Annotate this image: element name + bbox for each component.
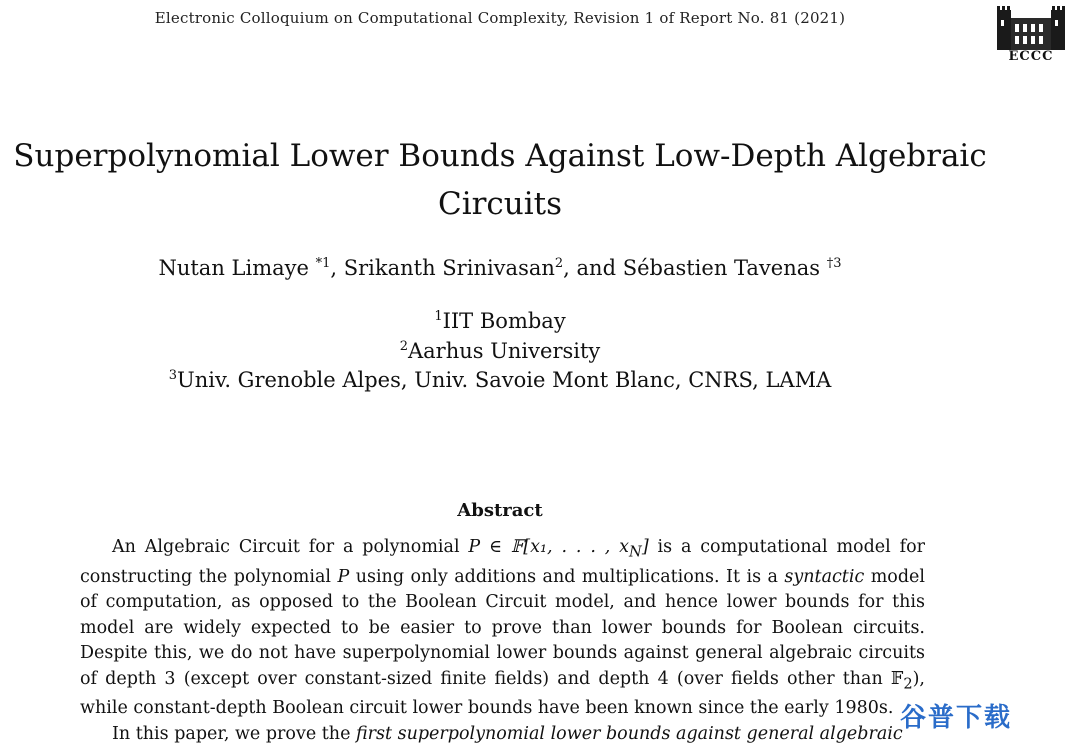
title-line-2: Circuits	[437, 186, 563, 222]
affiliation-number: 2	[399, 339, 408, 354]
author-name: Srikanth Srinivasan	[343, 256, 555, 280]
author-mark: 2	[554, 256, 564, 271]
math-expression: P ∈ 𝔽[x₁, . . . , $x_N$]	[468, 537, 649, 561]
journal-header: Electronic Colloquium on Computational Complexity, Revision 1 of Report No. 81 (2021)	[154, 9, 846, 27]
author-separator: , and	[563, 256, 623, 280]
text-run: using only additions and multiplications. It is a	[349, 566, 785, 587]
eccc-logo	[995, 4, 1067, 64]
affiliation-name: Univ. Grenoble Alpes, Univ. Savoie Mont Blanc, CNRS, LAMA	[177, 368, 832, 392]
abstract-paragraph	[80, 722, 925, 747]
affiliation	[0, 339, 1000, 363]
abstract-body	[80, 535, 925, 747]
paper-title	[0, 132, 1000, 228]
text-run: An Algebraic Circuit for a polynomial	[112, 537, 469, 557]
author-name: Sébastien Tavenas	[622, 256, 821, 280]
author-name: Nutan Limaye	[158, 256, 309, 280]
math-expression: 𝔽$_2$	[890, 668, 913, 693]
math-expression: P	[337, 566, 350, 587]
author-list	[0, 256, 1000, 280]
author-separator: ,	[330, 256, 344, 280]
affiliation-name: Aarhus University	[407, 339, 601, 363]
download-watermark: 谷普下载	[900, 703, 1013, 733]
affiliation	[0, 309, 1000, 333]
abstract-heading: Abstract	[457, 500, 543, 521]
title-line-1: Superpolynomial Lower Bounds Against Low-Depth Algebraic	[13, 138, 987, 174]
emphasis: syntactic	[784, 566, 865, 587]
affiliation-number: 1	[434, 309, 443, 324]
affiliation-number: 3	[168, 368, 178, 383]
text-run: In this paper, we prove the	[112, 723, 356, 744]
text-run: is a computational model for constructing the polynomial	[80, 537, 925, 587]
abstract-paragraph	[80, 535, 925, 722]
logo-text: ECCC	[1008, 49, 1054, 64]
affiliation	[0, 368, 1000, 392]
text-run: model of computation, as opposed to the Boolean Circuit model, and hence lower bounds for this model are widely expected to be easier to prove than lower bounds for Boolean circuits. Despite this, we do not have superpolynomial lower bounds against general algebraic circuits of depth 3 (except over constant-sized finite fields) and depth 4 (over fields other than	[80, 566, 925, 689]
castle-building-icon	[995, 4, 1067, 50]
emphasis: first superpolynomial lower bounds against general algebraic	[355, 723, 903, 744]
affiliation-name: IIT Bombay	[442, 309, 566, 333]
author-mark: †3	[826, 256, 842, 271]
author-mark: *1	[315, 256, 331, 271]
text-run: ), while constant-depth Boolean circuit lower bounds have been known since the early 1980s.	[80, 668, 925, 719]
